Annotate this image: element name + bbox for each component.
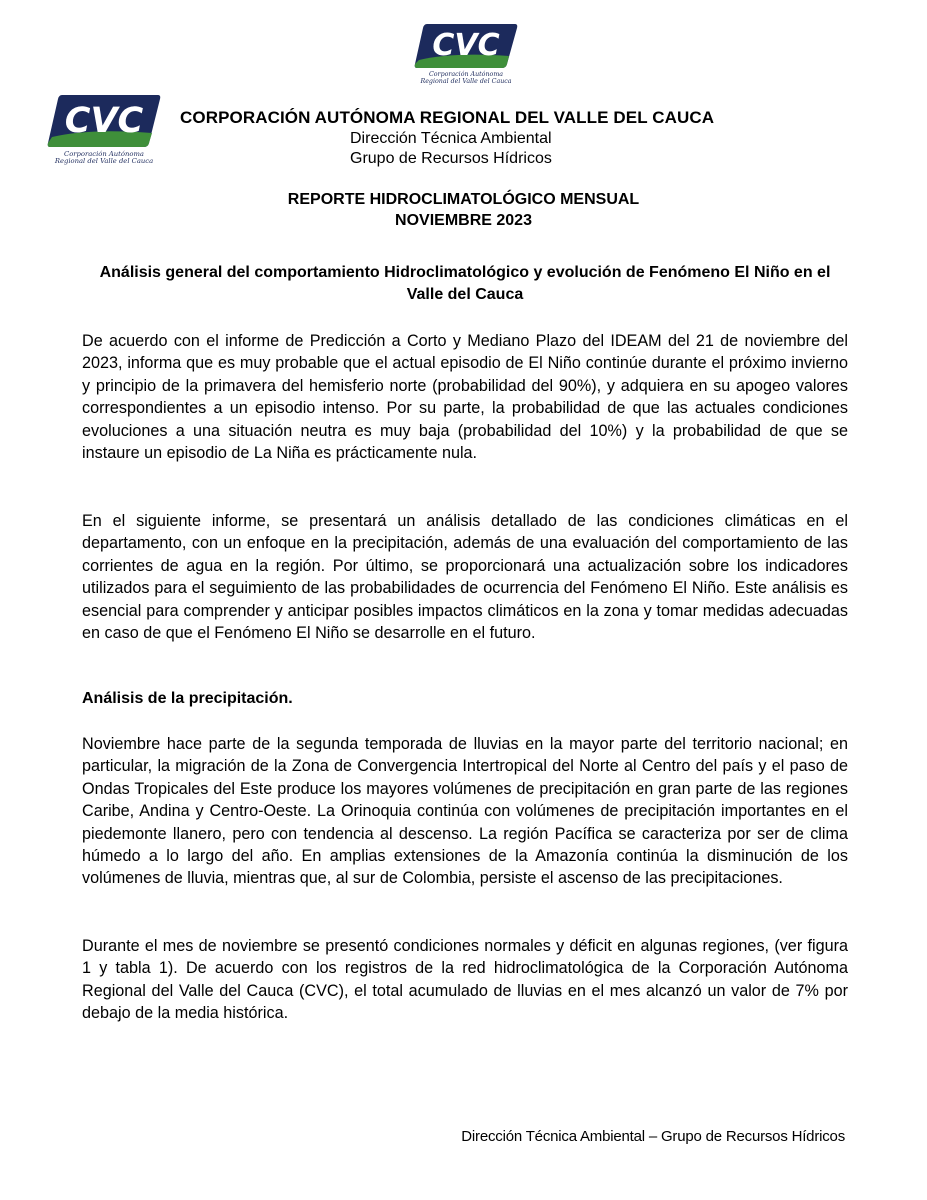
paragraph-november-conditions: Durante el mes de noviembre se presentó condiciones normales y déficit en algunas regiones, (ver figura 1 y tabla 1). De acuerdo con los registros de la red hidroclimatológica de la Corporación Autónoma Regional del Valle del Cauca (CVC), el total acumulado de lluvias en el mes alcanzó un valor de 7% por debajo de la media histórica. bbox=[82, 937, 848, 1023]
organization-header bbox=[180, 107, 760, 169]
subheading-precipitation: Análisis de la precipitación. bbox=[82, 690, 293, 707]
cvc-logo-badge-icon bbox=[413, 22, 519, 70]
cvc-logo-badge-icon bbox=[46, 93, 162, 149]
report-title bbox=[0, 189, 927, 231]
paragraph-ideam-prediction: De acuerdo con el informe de Predicción a Corto y Mediano Plazo del IDEAM del 21 de noviembre del 2023, informa que es muy probable que el actual episodio de El Niño continúe durante el próximo invierno y principio de la primavera del hemisferio norte (probabilidad del 90%), y adquiera en su apogeo valores correspondientes a un episodio intenso. Por su parte, la probabilidad de que las actuales condiciones evoluciones a una situación neutra es muy baja (probabilidad del 10%) y la probabilidad de que se instaure un episodio de La Niña es prácticamente nula. bbox=[82, 332, 848, 463]
direction-name: Dirección Técnica Ambiental bbox=[350, 130, 552, 147]
cvc-logo-mark-text: CVC bbox=[432, 28, 500, 63]
logo-caption-line-2: Regional del Valle del Cauca bbox=[54, 157, 154, 166]
report-title-line-2: NOVIEMBRE 2023 bbox=[395, 212, 532, 229]
logo-caption-line-2: Regional del Valle del Cauca bbox=[420, 77, 512, 85]
group-name: Grupo de Recursos Hídricos bbox=[350, 150, 552, 167]
logo-caption-line-1: Corporación Autónoma bbox=[428, 71, 504, 78]
cvc-logo-caption bbox=[413, 72, 519, 85]
page-footer: Dirección Técnica Ambiental – Grupo de Recursos Hídricos bbox=[461, 1128, 845, 1145]
paragraph-november-season: Noviembre hace parte de la segunda temporada de lluvias en la mayor parte del territorio nacional; en particular, la migración de la Zona de Convergencia Intertropical del Norte al Centro del país y el paso de Ondas Tropicales del Este produce los mayores volúmenes de precipitación en gran parte de las regiones Caribe, Andina y Centro-Oeste. La Orinoquia continúa con volúmenes de precipitación importantes en el piedemonte llanero, pero con tendencia al descenso. La región Pacífica se caracteriza por ser de clima húmedo a lo largo del año. En amplias extensiones de la Amazonía continúa la disminución de los volúmenes de lluvia, mientras que, al sur de Colombia, persiste el ascenso de las precipitaciones. bbox=[82, 735, 848, 888]
cvc-logo-caption bbox=[46, 151, 162, 165]
cvc-logo-mark-text: CVC bbox=[64, 101, 144, 141]
section-title: Análisis general del comportamiento Hidroclimatológico y evolución de Fenómeno El Niño en el Valle del Cauca bbox=[99, 264, 831, 303]
logo-caption-line-1: Corporación Autónoma bbox=[64, 150, 144, 158]
cvc-logo-top bbox=[413, 22, 519, 96]
organization-name: CORPORACIÓN AUTÓNOMA REGIONAL DEL VALLE DEL CAUCA bbox=[180, 108, 715, 127]
cvc-logo-left bbox=[46, 93, 162, 175]
report-title-line-1: REPORTE HIDROCLIMATOLÓGICO MENSUAL bbox=[287, 191, 640, 208]
paragraph-report-overview: En el siguiente informe, se presentará un análisis detallado de las condiciones climáticas en el departamento, con un enfoque en la precipitación, además de una evaluación del comportamiento de las corrientes de agua en la región. Por último, se proporcionará una actualización sobre los indicadores utilizados para el seguimiento de las probabilidades de ocurrencia del Fenómeno El Niño. Este análisis es esencial para comprender y anticipar posibles impactos climáticos en la zona y tomar medidas adecuadas en caso de que el Fenómeno El Niño se desarrolle en el futuro. bbox=[82, 512, 848, 643]
